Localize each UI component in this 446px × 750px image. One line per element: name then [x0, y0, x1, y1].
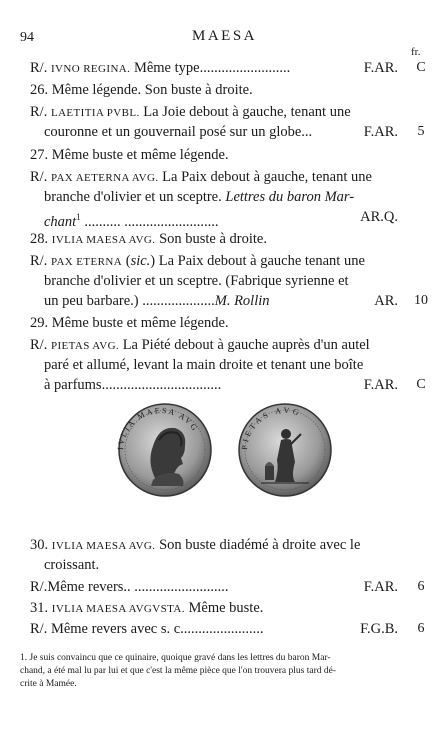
entry-text: Son buste diadémé à droite avec le: [155, 537, 361, 553]
catalogue-line: [30, 230, 267, 249]
entry-text: R/.: [30, 60, 51, 76]
footnote-marker: 1: [76, 212, 81, 222]
catalogue-line: [30, 59, 290, 78]
metal-value: AR.Q.: [360, 209, 398, 225]
catalogue-line: [44, 272, 349, 290]
entry-text: R/. Même revers avec s. c.......................: [30, 621, 264, 637]
footnote-line-2: chand, a été mal lu par lui et que c'est la même pièce que l'on trouvera plus tard dé-: [20, 666, 337, 676]
entry-text: Même type.........................: [130, 60, 291, 76]
rarity-value: 6: [417, 579, 425, 594]
catalogue-line: [30, 81, 253, 99]
coin-legend: IVLIA MAESA AVGVSTA.: [51, 603, 185, 615]
entry-text: Même buste.: [184, 600, 264, 616]
coin-legend: IVLIA MAESA AVG.: [51, 234, 156, 246]
rarity-value: C: [416, 60, 426, 75]
entry-text: croissant.: [44, 557, 100, 573]
obverse-legend: IVLIA MAESA AVG: [115, 405, 201, 451]
metal-value: F.AR.: [363, 60, 398, 76]
catalogue-line: [44, 376, 221, 394]
page-number: 94: [20, 30, 34, 45]
rarity-value: 10: [414, 293, 428, 308]
catalogue-line: [30, 252, 365, 271]
entry-text: 26. Même légende. Son buste à droite.: [30, 82, 253, 98]
catalogue-line: [30, 146, 229, 164]
entry-text: La Paix debout à gauche, tenant une: [158, 169, 372, 185]
entry-text: 30.: [30, 537, 52, 553]
catalogue-line: [44, 556, 99, 574]
coin-legend: PIETAS AVG.: [50, 340, 120, 352]
catalogue-line: [30, 599, 263, 618]
footnote-line-1: 1. Je suis convaincu que ce quinaire, quoique gravé dans les lettres du baron Mar-: [20, 653, 331, 663]
entry-text: R/.Même revers..: [30, 579, 131, 595]
coin-legend: IVNO REGINA.: [50, 63, 131, 75]
italic-text: M. Rollin: [214, 293, 270, 309]
rarity-value: 5: [417, 124, 425, 139]
entry-text: (: [122, 253, 131, 269]
footnote-line-3: crite à Mamée.: [20, 679, 77, 689]
entry-text: branche d'olivier et un sceptre. (Fabrique syrienne et: [44, 273, 349, 289]
rarity-column-header: fr.: [411, 46, 421, 58]
italic-text: Lettres du baron Mar-: [225, 189, 355, 205]
entry-text: ) La Paix debout à gauche tenant une: [150, 253, 365, 269]
entry-text: La Piété debout à gauche auprès d'un autel: [119, 337, 370, 353]
metal-value: AR.: [374, 293, 398, 309]
coin-illustrations: [105, 400, 345, 500]
obverse-coin-image: [116, 404, 211, 496]
entry-text: à parfums.................................: [44, 377, 222, 393]
entry-text: Son buste à droite.: [155, 231, 267, 247]
reverse-coin-image: [239, 404, 331, 496]
catalogue-line: [30, 578, 229, 596]
catalogue-line: [44, 356, 363, 374]
entry-text: .......... ..........................: [80, 213, 219, 230]
entry-text: 28.: [30, 231, 52, 247]
coin-legend: PAX ETERNA: [50, 256, 123, 268]
entry-text: couronne et un gouvernail posé sur un globe...: [44, 124, 313, 140]
catalogue-line: [44, 292, 270, 310]
entry-text: R/.: [30, 337, 51, 353]
catalogue-line: [30, 336, 370, 355]
catalogue-line: [30, 103, 351, 122]
coin-legend: LAETITIA PVBL.: [50, 107, 140, 119]
entry-text: 27. Même buste et même légende.: [30, 147, 229, 163]
entry-text: paré et allumé, levant la main droite et tenant une boîte: [44, 357, 364, 373]
metal-value: F.AR.: [363, 579, 398, 595]
italic-text: chant: [44, 213, 77, 230]
entry-text: R/.: [30, 104, 51, 120]
entry-text: 31.: [30, 600, 52, 616]
coin-legend: IVLIA MAESA AVG.: [51, 540, 156, 552]
running-title: MAESA: [192, 28, 258, 44]
coin-legend: PAX AETERNA AVG.: [50, 172, 159, 184]
catalogue-line: [44, 123, 312, 141]
catalogue-line: [30, 168, 372, 187]
entry-text: un peu barbare.): [44, 293, 143, 309]
entry-text: La Joie debout à gauche, tenant une: [139, 104, 351, 120]
reverse-legend: PIETAS AVG: [239, 405, 303, 451]
entry-text: 29. Même buste et même légende.: [30, 315, 229, 331]
italic-text: sic.: [130, 253, 151, 269]
metal-value: F.AR.: [363, 124, 398, 140]
catalogue-line: [30, 620, 264, 638]
catalogue-line: [30, 314, 229, 332]
catalogue-line: [44, 208, 218, 231]
entry-text: branche d'olivier et un sceptre.: [44, 189, 226, 205]
entry-text: ..........................: [130, 579, 229, 595]
metal-value: F.AR.: [363, 377, 398, 393]
entry-text: ....................: [142, 293, 215, 309]
entry-text: R/.: [30, 169, 51, 185]
entry-text: R/.: [30, 253, 51, 269]
rarity-value: C: [416, 377, 426, 392]
catalogue-line: [44, 188, 354, 206]
catalogue-line: [30, 536, 360, 555]
metal-value: F.G.B.: [360, 621, 398, 637]
rarity-value: 6: [417, 621, 425, 636]
